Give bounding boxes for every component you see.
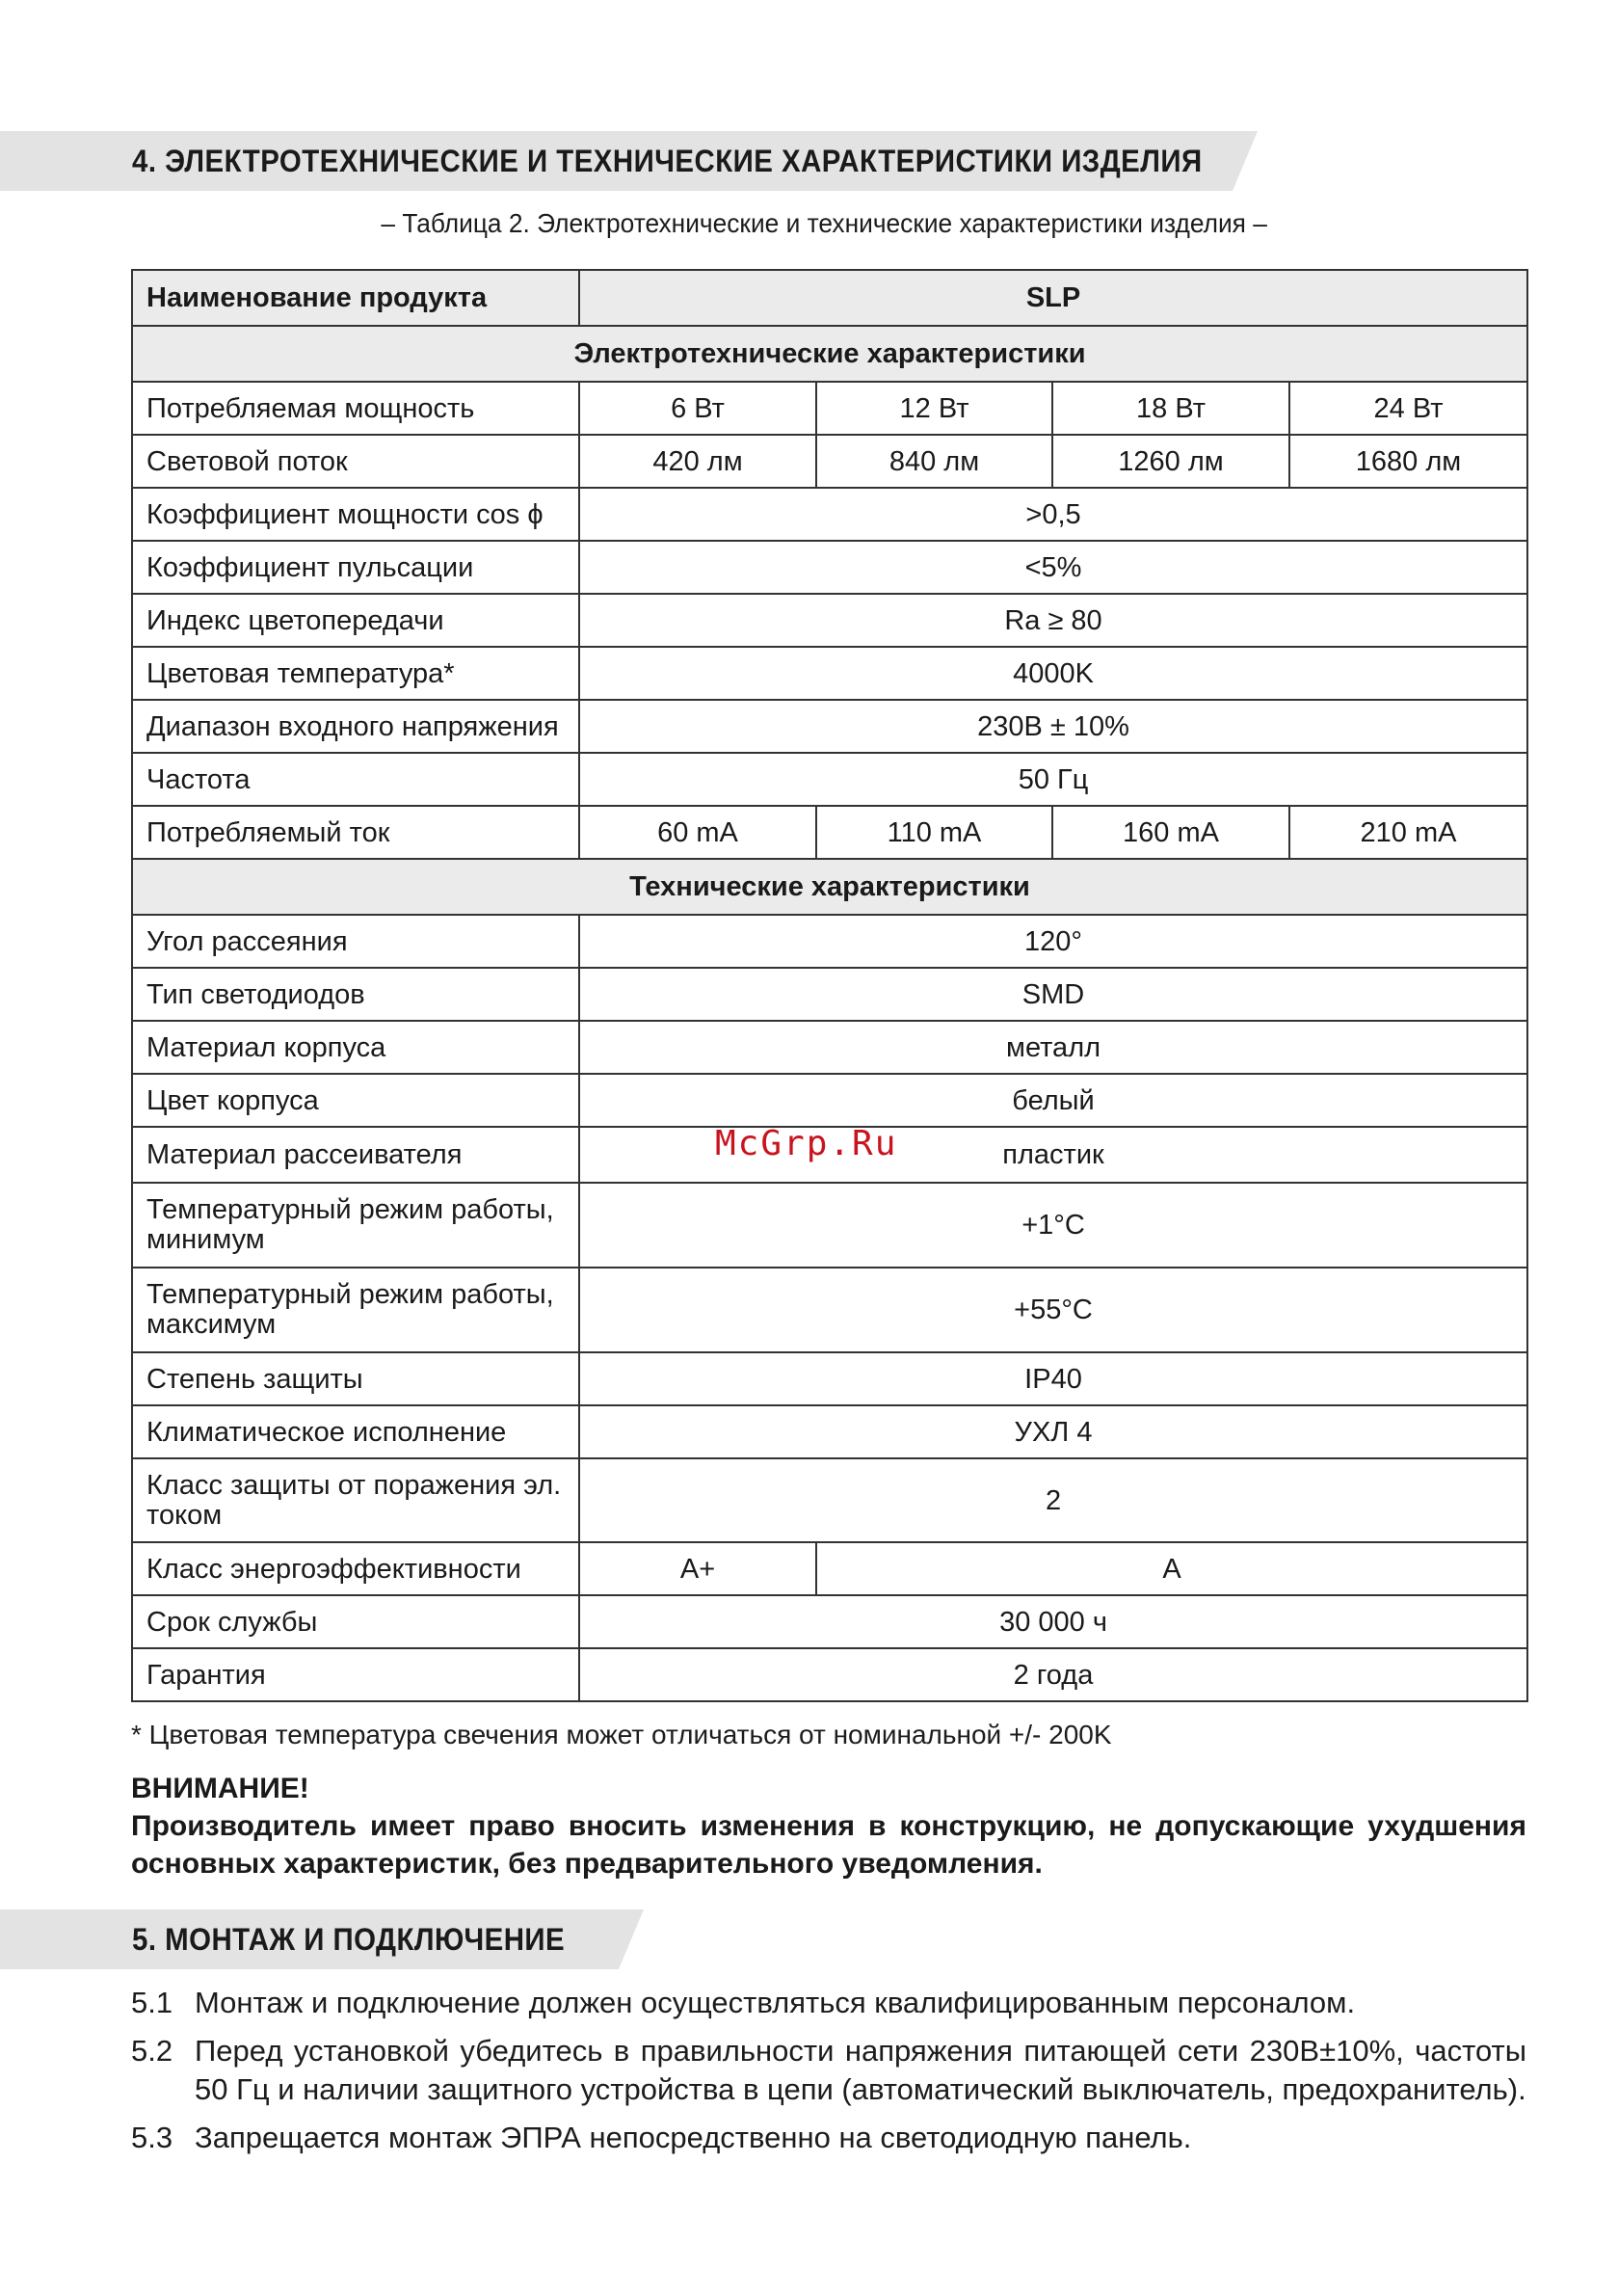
row-value: SMD — [579, 968, 1527, 1021]
table-row — [132, 488, 1527, 541]
header-value: SLP — [579, 270, 1527, 326]
table-row — [132, 915, 1527, 968]
table-row — [132, 647, 1527, 700]
row-value: +55°C — [579, 1268, 1527, 1352]
row-value: 6 Вт — [579, 382, 816, 435]
table-row — [132, 1542, 1527, 1595]
row-value: <5% — [579, 541, 1527, 594]
attention-title: ВНИМАНИЕ! — [131, 1773, 309, 1804]
table-row — [132, 753, 1527, 806]
row-value: пластик — [579, 1127, 1527, 1183]
row-label: Класс энергоэффективности — [132, 1542, 579, 1595]
row-value: 420 лм — [579, 435, 816, 488]
row-value: белый — [579, 1074, 1527, 1127]
row-value: 30 000 ч — [579, 1595, 1527, 1648]
list-item-text: Перед установкой убедитесь в правильности напряжения питающей сети 230В±10%, частоты 50 Гц и наличии защитного устройства в цепи (автоматический выключатель, предохранитель). — [195, 2034, 1526, 2106]
row-label: Потребляемая мощность — [132, 382, 579, 435]
table-row — [132, 1648, 1527, 1701]
list-item-number: 5.2 — [131, 2034, 173, 2068]
row-value: +1°C — [579, 1183, 1527, 1268]
row-value: A+ — [579, 1542, 816, 1595]
row-value: 110 mA — [816, 806, 1052, 859]
row-value: УХЛ 4 — [579, 1405, 1527, 1458]
row-label-line1: Температурный режим работы, — [146, 1279, 554, 1310]
row-label — [132, 1458, 579, 1542]
row-value: 12 Вт — [816, 382, 1052, 435]
table-row — [132, 435, 1527, 488]
row-value: металл — [579, 1021, 1527, 1074]
table-row — [132, 594, 1527, 647]
table-row — [132, 382, 1527, 435]
row-label: Материал рассеивателя — [132, 1127, 579, 1183]
list-item — [131, 2119, 1526, 2157]
row-label: Тип светодиодов — [132, 968, 579, 1021]
row-label: Гарантия — [132, 1648, 579, 1701]
row-value: 210 mA — [1289, 806, 1527, 859]
row-label: Световой поток — [132, 435, 579, 488]
row-value: 160 mA — [1052, 806, 1289, 859]
list-item — [131, 1984, 1526, 2022]
row-value: 230В ± 10% — [579, 700, 1527, 753]
row-value: IP40 — [579, 1352, 1527, 1405]
table-row — [132, 541, 1527, 594]
row-label-line2: максимум — [146, 1309, 277, 1340]
row-value: 1680 лм — [1289, 435, 1527, 488]
row-value: 4000K — [579, 647, 1527, 700]
row-label: Частота — [132, 753, 579, 806]
attention-text: Производитель имеет право вносить изменения в конструкцию, не допускающие ухудшения основных характеристик, без предварительного уведомления. — [131, 1810, 1526, 1880]
table-row — [132, 1458, 1527, 1542]
row-value: 18 Вт — [1052, 382, 1289, 435]
table-row — [132, 1021, 1527, 1074]
row-value: 840 лм — [816, 435, 1052, 488]
row-label-line2: минимум — [146, 1224, 265, 1255]
row-label: Потребляемый ток — [132, 806, 579, 859]
mounting-list — [131, 1984, 1526, 2167]
row-label: Индекс цветопередачи — [132, 594, 579, 647]
table-row — [132, 1352, 1527, 1405]
row-value: 2 года — [579, 1648, 1527, 1701]
row-label: Диапазон входного напряжения — [132, 700, 579, 753]
table-row — [132, 1405, 1527, 1458]
row-label: Срок службы — [132, 1595, 579, 1648]
row-label — [132, 1183, 579, 1268]
row-label: Коэффициент пульсации — [132, 541, 579, 594]
list-item-number: 5.1 — [131, 1986, 173, 2019]
row-value: A — [816, 1542, 1527, 1595]
watermark: McGrp.Ru — [715, 1124, 898, 1163]
row-value: 120° — [579, 915, 1527, 968]
row-label: Коэффициент мощности cos ϕ — [132, 488, 579, 541]
row-label: Цветовая температура* — [132, 647, 579, 700]
row-label: Цвет корпуса — [132, 1074, 579, 1127]
spec-table — [131, 269, 1528, 1702]
table-row — [132, 1268, 1527, 1352]
footnote: * Цветовая температура свечения может отличаться от номинальной +/- 200K — [131, 1720, 1112, 1749]
table-row — [132, 1595, 1527, 1648]
row-value: 2 — [579, 1458, 1527, 1542]
list-item-number: 5.3 — [131, 2121, 173, 2154]
row-label — [132, 1268, 579, 1352]
row-value: >0,5 — [579, 488, 1527, 541]
row-label-line1: Класс защиты от поражения эл. — [146, 1469, 562, 1501]
row-value: 24 Вт — [1289, 382, 1527, 435]
list-item — [131, 2032, 1526, 2109]
row-label: Степень защиты — [132, 1352, 579, 1405]
table-row — [132, 968, 1527, 1021]
row-label-line2: током — [146, 1499, 223, 1531]
table-row — [132, 700, 1527, 753]
table-group-row — [132, 326, 1527, 382]
row-value: 60 mA — [579, 806, 816, 859]
row-label: Угол рассеяния — [132, 915, 579, 968]
row-value: Ra ≥ 80 — [579, 594, 1527, 647]
table-row — [132, 1074, 1527, 1127]
attention-block — [131, 1770, 1526, 1882]
header-label: Наименование продукта — [132, 270, 579, 326]
table-caption: – Таблица 2. Электротехнические и технические характеристики изделия – — [381, 208, 1267, 238]
row-value: 1260 лм — [1052, 435, 1289, 488]
row-label: Климатическое исполнение — [132, 1405, 579, 1458]
group-technical: Технические характеристики — [132, 859, 1527, 915]
list-item-text: Монтаж и подключение должен осуществляться квалифицированным персоналом. — [195, 1986, 1356, 2019]
row-label-line1: Температурный режим работы, — [146, 1194, 554, 1225]
table-row — [132, 1183, 1527, 1268]
table-group-row — [132, 859, 1527, 915]
section-5-title: 5. МОНТАЖ И ПОДКЛЮЧЕНИЕ — [132, 1922, 566, 1957]
section-4-title: 4. ЭЛЕКТРОТЕХНИЧЕСКИЕ И ТЕХНИЧЕСКИЕ ХАРАКТЕРИСТИКИ ИЗДЕЛИЯ — [132, 144, 1203, 178]
table-row — [132, 270, 1527, 326]
group-electrical: Электротехнические характеристики — [132, 326, 1527, 382]
row-value: 50 Гц — [579, 753, 1527, 806]
list-item-text: Запрещается монтаж ЭПРА непосредственно на светодиодную панель. — [195, 2121, 1192, 2154]
table-row — [132, 806, 1527, 859]
row-label: Материал корпуса — [132, 1021, 579, 1074]
